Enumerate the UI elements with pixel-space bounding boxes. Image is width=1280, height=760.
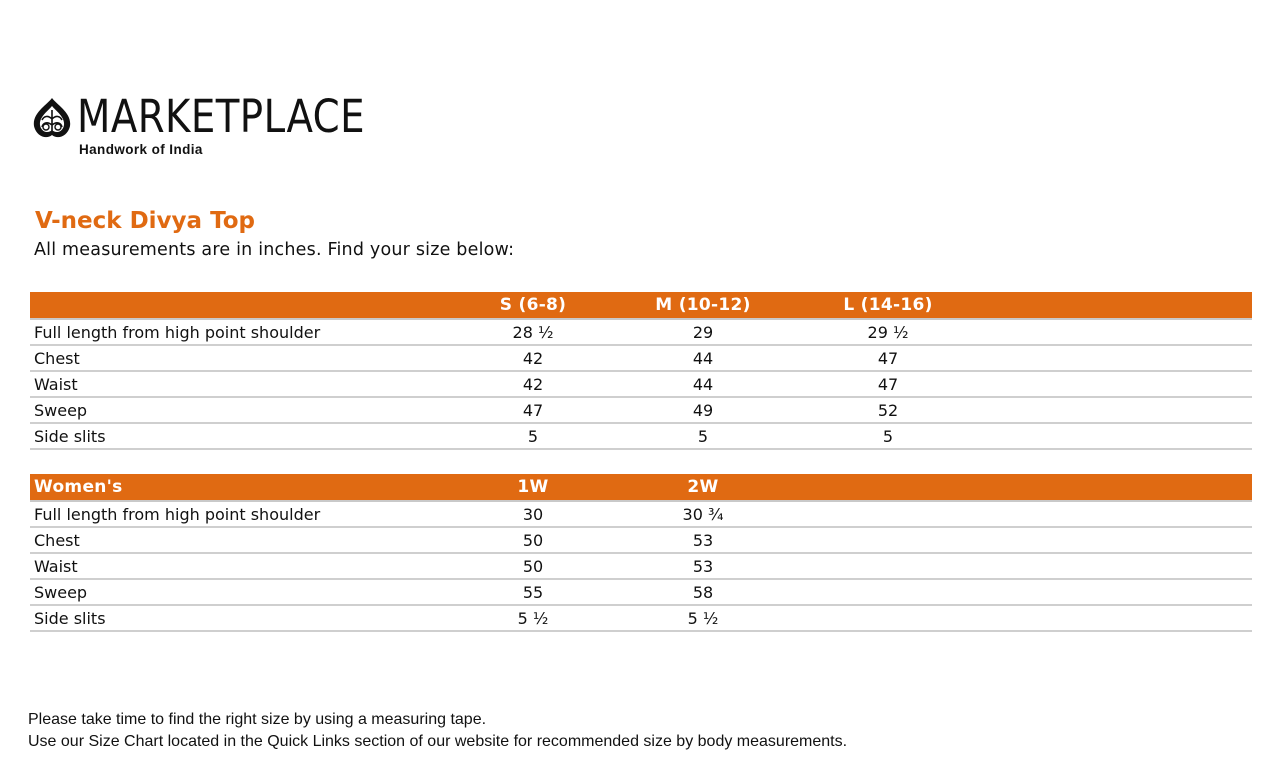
header-label: Women's xyxy=(34,477,123,497)
row-label: Full length from high point shoulder xyxy=(34,323,321,342)
footer-note-size-chart: Use our Size Chart located in the Quick Links section of our website for recommended size by body measurements. xyxy=(28,733,848,750)
table-cell: 47 xyxy=(522,401,544,420)
table-row xyxy=(30,502,1252,528)
table-row xyxy=(30,554,1252,580)
table-cell: 5 xyxy=(882,427,894,446)
table-cell: 47 xyxy=(877,349,899,368)
table-row xyxy=(30,372,1252,398)
row-label: Side slits xyxy=(34,427,106,446)
table-cell: 58 xyxy=(692,583,714,602)
footer-note-measuring: Please take time to find the right size by using a measuring tape. xyxy=(28,711,487,728)
table-cell: 5 ½ xyxy=(517,609,549,628)
table-cell: 30 ¾ xyxy=(682,505,724,524)
table-cell: 47 xyxy=(877,375,899,394)
table-cell: 50 xyxy=(522,531,544,550)
table-row xyxy=(30,580,1252,606)
column-header: L (14-16) xyxy=(843,295,933,315)
row-label: Sweep xyxy=(34,401,88,420)
table-cell: 29 ½ xyxy=(867,323,909,342)
table-header xyxy=(30,474,1252,502)
table-cell: 5 xyxy=(527,427,539,446)
table-cell: 5 xyxy=(697,427,709,446)
row-label: Full length from high point shoulder xyxy=(34,505,321,524)
footer-notes xyxy=(28,709,847,753)
table-cell: 50 xyxy=(522,557,544,576)
table-row xyxy=(30,320,1252,346)
table-header xyxy=(30,292,1252,320)
table-row xyxy=(30,346,1252,372)
column-header: 2W xyxy=(687,477,719,497)
table-cell: 30 xyxy=(522,505,544,524)
row-label: Side slits xyxy=(34,609,106,628)
misses-size-table xyxy=(30,292,1252,450)
table-cell: 52 xyxy=(877,401,899,420)
table-row xyxy=(30,398,1252,424)
table-cell: 55 xyxy=(522,583,544,602)
column-header: 1W xyxy=(517,477,549,497)
brand-logo xyxy=(31,90,411,159)
product-title: V-neck Divya Top xyxy=(35,208,255,234)
row-label: Chest xyxy=(34,531,80,550)
leaf-mandala-icon xyxy=(31,97,73,141)
table-cell: 44 xyxy=(692,349,714,368)
table-cell: 53 xyxy=(692,531,714,550)
table-cell: 44 xyxy=(692,375,714,394)
table-cell: 28 ½ xyxy=(512,323,554,342)
table-cell: 42 xyxy=(522,349,544,368)
table-row xyxy=(30,528,1252,554)
row-label: Chest xyxy=(34,349,80,368)
row-label: Sweep xyxy=(34,583,88,602)
table-cell: 42 xyxy=(522,375,544,394)
row-label: Waist xyxy=(34,557,78,576)
column-header: S (6-8) xyxy=(499,295,567,315)
column-header: M (10-12) xyxy=(655,295,751,315)
brand-tagline: Handwork of India xyxy=(79,142,203,157)
womens-size-table xyxy=(30,474,1252,632)
table-row xyxy=(30,606,1252,632)
table-row xyxy=(30,424,1252,450)
measurement-note: All measurements are in inches. Find your size below: xyxy=(34,240,515,260)
row-label: Waist xyxy=(34,375,78,394)
table-cell: 5 ½ xyxy=(687,609,719,628)
brand-name: MARKETPLACE xyxy=(77,90,366,143)
table-cell: 49 xyxy=(692,401,714,420)
table-cell: 53 xyxy=(692,557,714,576)
table-cell: 29 xyxy=(692,323,714,342)
